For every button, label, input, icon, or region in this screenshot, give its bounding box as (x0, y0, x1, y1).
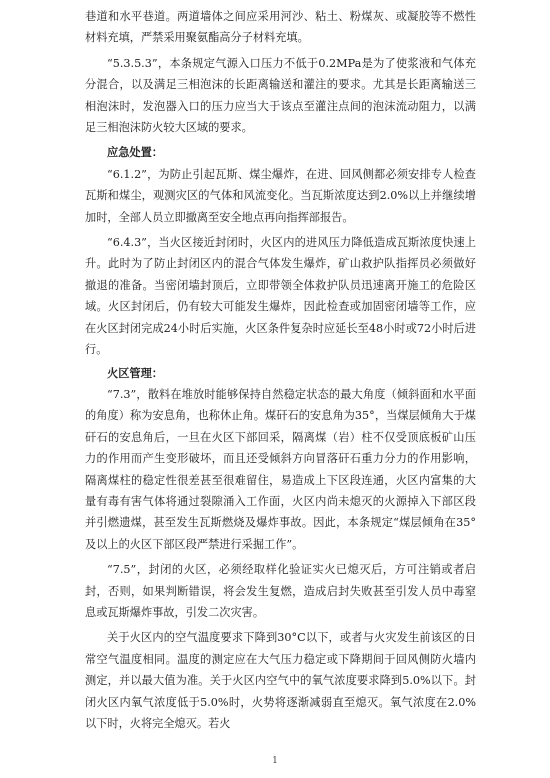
paragraph-6-1-2: “6.1.2”，为防止引起瓦斯、煤尘爆炸，在进、回风侧都必须安排专人检查瓦斯和煤尘，观测灾区的气体和风流变化。当瓦斯浓度达到2.0%以上并继续增加时，全部人员立即撤离至安全地点再向指挥部报告。 (85, 167, 476, 224)
section-heading-emergency: 应急处置： (107, 145, 163, 160)
paragraph-6-4-3: “6.4.3”，当火区接近封闭时，火区内的进风压力降低造成瓦斯浓度快速上升。此时为了防止封闭区内的混合气体发生爆炸，矿山救护队指挥员必须做好撤退的准备。当密闭墙封顶后，立即带领全体救护队员迅速离开施工的危险区域。火区封闭后，仍有较大可能发生爆炸，因此检查或加固密闭墙等工作，应在火区封闭完成24小时后实施，火区条件复杂时应延长至48小时或72小时后进行。 (85, 236, 476, 357)
paragraph-temperature-oxygen: 关于火区内的空气温度要求下降到30°C以下，或者与火灾发生前该区的日常空气温度相同。温度的测定应在大气压力稳定或下降期间于回风侧防火墙内测定，并以最大值为准。关于火区内空气中的氧气浓度要求降到5.0%以下。封闭火区内氧气浓度低于5.0%时，火势将逐渐减弱直至熄灭。氧气浓度在2.0%以下时，火将完全熄灭。若火 (85, 631, 476, 730)
page-number: 1 (272, 756, 278, 766)
paragraph-7-5: “7.5”，封闭的火区，必须经取样化验证实火已熄灭后，方可注销或者启封，否则，如果判断错误，将会发生复燃，造成启封失败甚至引发人员中毒窒息或瓦斯爆炸事故，引发二次灾害。 (85, 563, 476, 619)
section-heading-fire-zone: 火区管理： (107, 365, 163, 380)
paragraph-7-3: “7.3”，散料在堆放时能够保持自然稳定状态的最大角度（倾斜面和水平面的角度）称为安息角，也称休止角。煤矸石的安息角为35°，当煤层倾角大于煤矸石的安息角后，一旦在火区下部回采，隔离煤（岩）柱不仅受顶底板矿山压力的作用而产生变形破坏，而且还受倾斜方向冒落矸石重力分力的作用影响，隔离煤柱的稳定性很差甚至很难留住，易造成上下区段连通，火区内富集的大量有毒有害气体将通过裂隙涌入工作面，火区内尚未熄灭的火源掉入下部区段并引燃遗煤，甚至发生瓦斯燃烧及爆炸事故。因此，本条规定“煤层倾角在35°及以上的火区下部区段严禁进行采掘工作”。 (85, 387, 476, 551)
paragraph-5-3-5-3: “5.3.5.3”，本条规定气源入口压力不低于0.2MPa是为了使浆液和气体充分混合，以及满足三相泡沫的长距离输送和灌注的要求。尤其是长距离输送三相泡沫时，发泡器入口的压力应当大于该点至灌注点间的泡沫流动阻力，以满足三相泡沫防火较大区域的要求。 (85, 56, 476, 135)
paragraph-1: 巷道和水平巷道。两道墙体之间应采用河沙、粘土、粉煤灰、或凝胶等不燃性材料充填，严禁采用聚氨酯高分子材料充填。 (85, 10, 476, 45)
